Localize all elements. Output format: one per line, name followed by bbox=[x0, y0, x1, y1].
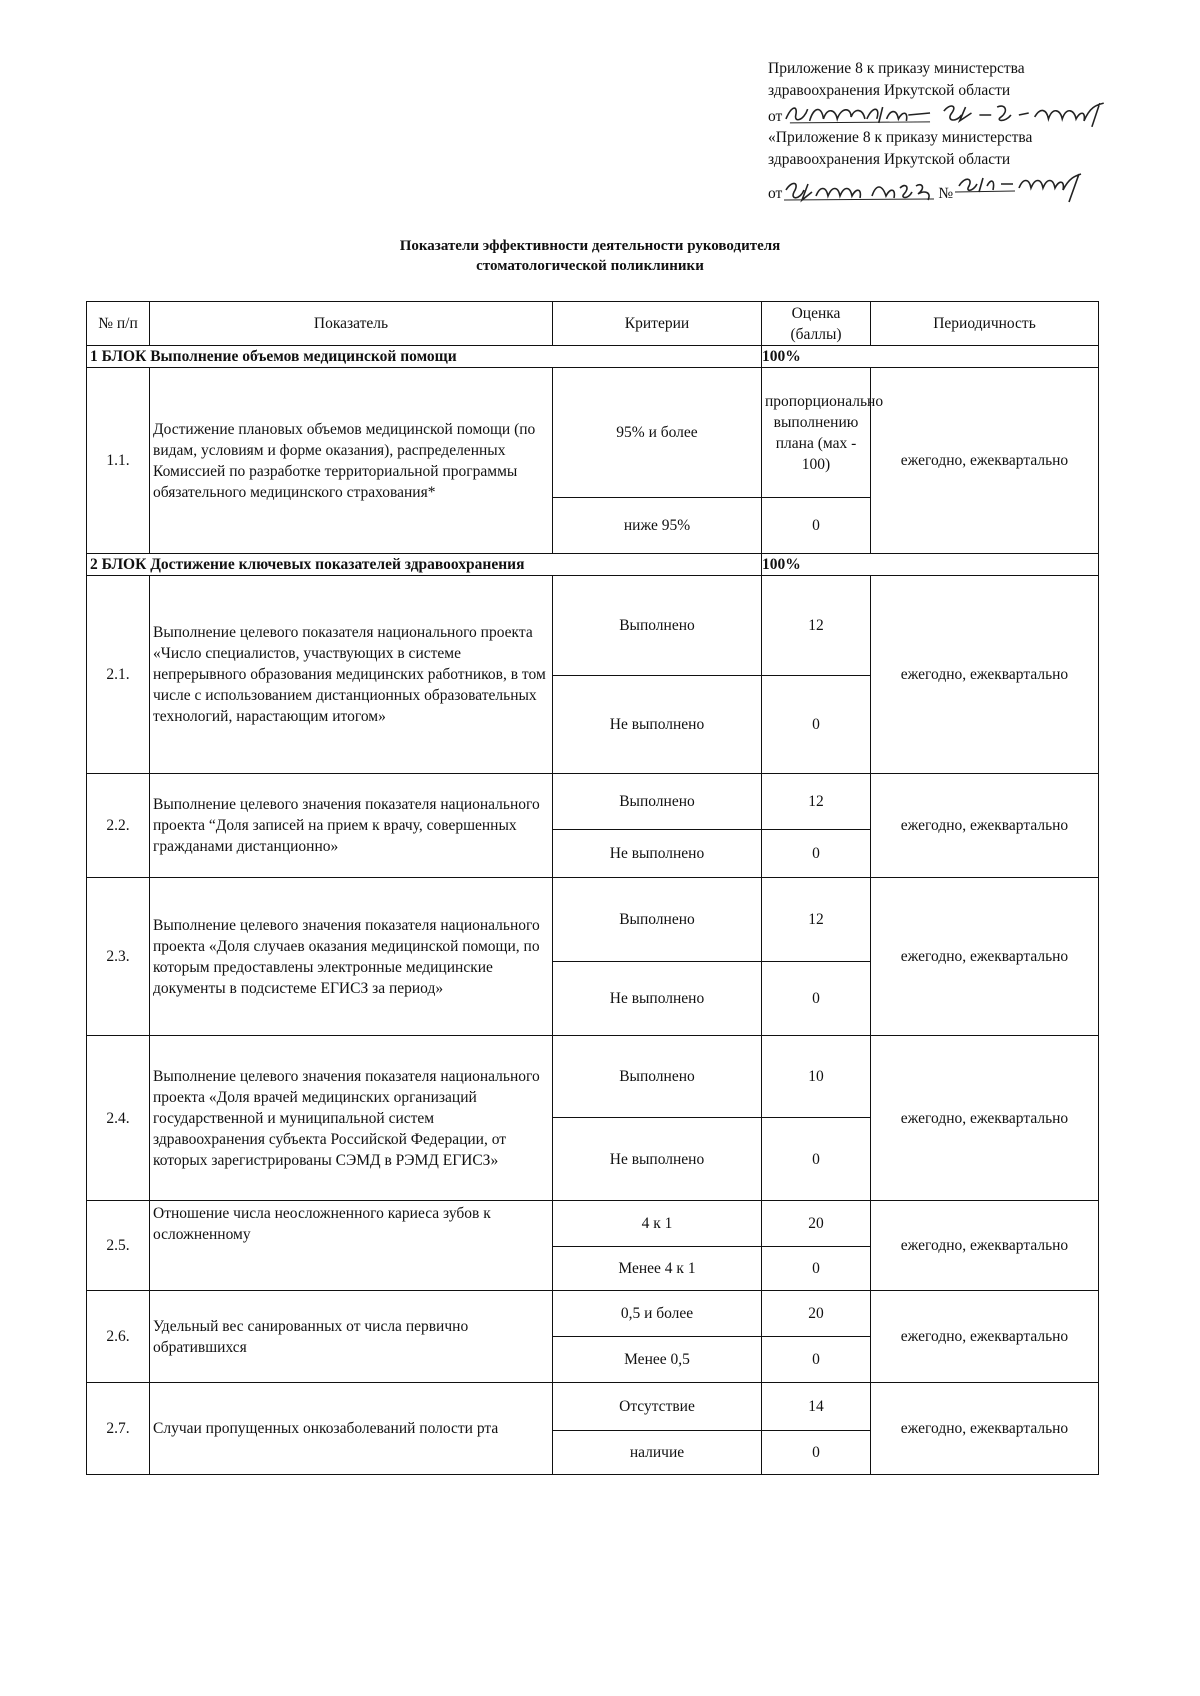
row-2-7-criteria-1: Отсутствие bbox=[553, 1383, 762, 1431]
row-1-1-score-2: 0 bbox=[762, 498, 871, 554]
header-line-5: здравоохранения Иркутской области bbox=[768, 150, 1011, 168]
row-2-2-score-1: 12 bbox=[762, 774, 871, 830]
row-2-7-score-2: 0 bbox=[762, 1431, 871, 1475]
row-2-5-score-1: 20 bbox=[762, 1201, 871, 1247]
row-2-6-score-1: 20 bbox=[762, 1291, 871, 1337]
table-row bbox=[87, 1383, 1099, 1431]
row-2-4-period: ежегодно, ежеквартально bbox=[871, 1036, 1099, 1201]
row-2-1-period: ежегодно, ежеквартально bbox=[871, 576, 1099, 774]
row-2-6-indicator: Удельный вес санированных от числа первично обратившихся bbox=[150, 1291, 553, 1383]
row-2-6-period: ежегодно, ежеквартально bbox=[871, 1291, 1099, 1383]
title-line-2: стоматологической поликлиники bbox=[476, 258, 704, 274]
row-1-1-score-1: пропорционально выполнению плана (мах - 100) bbox=[762, 368, 871, 498]
header-from-label-2: от bbox=[768, 184, 783, 202]
row-2-3-score-2: 0 bbox=[762, 962, 871, 1036]
table-row bbox=[87, 774, 1099, 830]
row-2-4-score-1: 10 bbox=[762, 1036, 871, 1118]
row-2-5-indicator: Отношение числа неосложненного кариеса зубов к осложненному bbox=[150, 1201, 553, 1291]
indicators-table bbox=[86, 301, 1099, 1475]
document-title bbox=[80, 236, 1100, 276]
row-2-3-num: 2.3. bbox=[87, 878, 150, 1036]
row-2-2-num: 2.2. bbox=[87, 774, 150, 878]
title-line-1: Показатели эффективности деятельности руководителя bbox=[399, 238, 781, 254]
row-1-1-num: 1.1. bbox=[87, 368, 150, 554]
header-indicator: Показатель bbox=[150, 302, 553, 346]
row-2-6-criteria-2: Менее 0,5 bbox=[553, 1337, 762, 1383]
block-1-pct: 100% bbox=[762, 346, 1099, 368]
block-2-pct: 100% bbox=[762, 554, 1099, 576]
header-num: № п/п bbox=[87, 302, 150, 346]
row-2-5-criteria-2: Менее 4 к 1 bbox=[553, 1247, 762, 1291]
row-2-7-score-1: 14 bbox=[762, 1383, 871, 1431]
row-2-1-criteria-2: Не выполнено bbox=[553, 676, 762, 774]
row-2-2-indicator: Выполнение целевого значения показателя национального проекта “Доля записей на прием к врачу, совершенных гражданами дистанционно» bbox=[150, 774, 553, 878]
header-number-label: № bbox=[938, 184, 954, 202]
row-2-5-criteria-1: 4 к 1 bbox=[553, 1201, 762, 1247]
block-1-label: 1 БЛОК Выполнение объемов медицинской помощи bbox=[87, 346, 762, 368]
handwritten-date-number-1 bbox=[782, 101, 1108, 127]
row-2-6-score-2: 0 bbox=[762, 1337, 871, 1383]
block-2-row bbox=[87, 554, 1099, 576]
row-2-5-num: 2.5. bbox=[87, 1201, 150, 1291]
row-1-1-criteria-2: ниже 95% bbox=[553, 498, 762, 554]
row-2-5-score-2: 0 bbox=[762, 1247, 871, 1291]
row-2-7-period: ежегодно, ежеквартально bbox=[871, 1383, 1099, 1475]
header-line-1: Приложение 8 к приказу министерства bbox=[768, 60, 1025, 77]
header-date-line-2 bbox=[768, 170, 1108, 204]
row-2-6-criteria-1: 0,5 и более bbox=[553, 1291, 762, 1337]
handwritten-number-2 bbox=[953, 170, 1085, 204]
row-1-1-criteria-1: 95% и более bbox=[553, 368, 762, 498]
row-2-3-criteria-1: Выполнено bbox=[553, 878, 762, 962]
block-2-label: 2 БЛОК Достижение ключевых показателей здравоохранения bbox=[87, 554, 762, 576]
table-row bbox=[87, 1036, 1099, 1118]
table-row bbox=[87, 1201, 1099, 1247]
header-criteria: Критерии bbox=[553, 302, 762, 346]
header-line-2: здравоохранения Иркутской области bbox=[768, 81, 1011, 99]
approval-header bbox=[768, 58, 1108, 204]
row-2-2-criteria-1: Выполнено bbox=[553, 774, 762, 830]
row-2-1-score-2: 0 bbox=[762, 676, 871, 774]
header-from-label: от bbox=[768, 107, 783, 125]
row-2-3-period: ежегодно, ежеквартально bbox=[871, 878, 1099, 1036]
row-2-4-criteria-1: Выполнено bbox=[553, 1036, 762, 1118]
row-2-4-num: 2.4. bbox=[87, 1036, 150, 1201]
header-line-4: «Приложение 8 к приказу министерства bbox=[768, 129, 1033, 146]
row-2-2-period: ежегодно, ежеквартально bbox=[871, 774, 1099, 878]
row-2-3-score-1: 12 bbox=[762, 878, 871, 962]
row-2-1-indicator: Выполнение целевого показателя национального проекта «Число специалистов, участвующих в системе непрерывного образования медицинских работников, в том числе с использованием дистанционных образовательных технологий, нарастающим итогом» bbox=[150, 576, 553, 774]
row-2-4-indicator: Выполнение целевого значения показателя национального проекта «Доля врачей медицинских организаций государственной и муниципальной систем здравоохранения субъекта Российской Федерации, от которых зарегистрированы СЭМД в РЭМД ЕГИСЗ» bbox=[150, 1036, 553, 1201]
table-row bbox=[87, 368, 1099, 498]
row-2-2-score-2: 0 bbox=[762, 830, 871, 878]
table-row bbox=[87, 576, 1099, 676]
table-row bbox=[87, 1291, 1099, 1337]
header-date-line-1 bbox=[768, 101, 1108, 127]
table-row bbox=[87, 878, 1099, 962]
row-1-1-period: ежегодно, ежеквартально bbox=[871, 368, 1099, 554]
row-1-1-indicator: Достижение плановых объемов медицинской помощи (по видам, условиям и форме оказания), распределенных Комиссией по разработке территориальной программы обязательного медицинского страхования* bbox=[150, 368, 553, 554]
row-2-1-num: 2.1. bbox=[87, 576, 150, 774]
row-2-5-period: ежегодно, ежеквартально bbox=[871, 1201, 1099, 1291]
row-2-7-indicator: Случаи пропущенных онкозаболеваний полости рта bbox=[150, 1383, 553, 1475]
row-2-4-score-2: 0 bbox=[762, 1118, 871, 1201]
row-2-1-score-1: 12 bbox=[762, 576, 871, 676]
row-2-6-num: 2.6. bbox=[87, 1291, 150, 1383]
table-header-row bbox=[87, 302, 1099, 346]
row-2-2-criteria-2: Не выполнено bbox=[553, 830, 762, 878]
handwritten-date-2 bbox=[782, 178, 938, 204]
header-period: Периодичность bbox=[871, 302, 1099, 346]
row-2-3-criteria-2: Не выполнено bbox=[553, 962, 762, 1036]
block-1-row bbox=[87, 346, 1099, 368]
row-2-7-criteria-2: наличие bbox=[553, 1431, 762, 1475]
row-2-7-num: 2.7. bbox=[87, 1383, 150, 1475]
row-2-1-criteria-1: Выполнено bbox=[553, 576, 762, 676]
header-score: Оценка (баллы) bbox=[762, 302, 871, 346]
row-2-3-indicator: Выполнение целевого значения показателя национального проекта «Доля случаев оказания медицинской помощи, по которым предоставлены электронные медицинские документы в подсистеме ЕГИСЗ за период» bbox=[150, 878, 553, 1036]
row-2-4-criteria-2: Не выполнено bbox=[553, 1118, 762, 1201]
